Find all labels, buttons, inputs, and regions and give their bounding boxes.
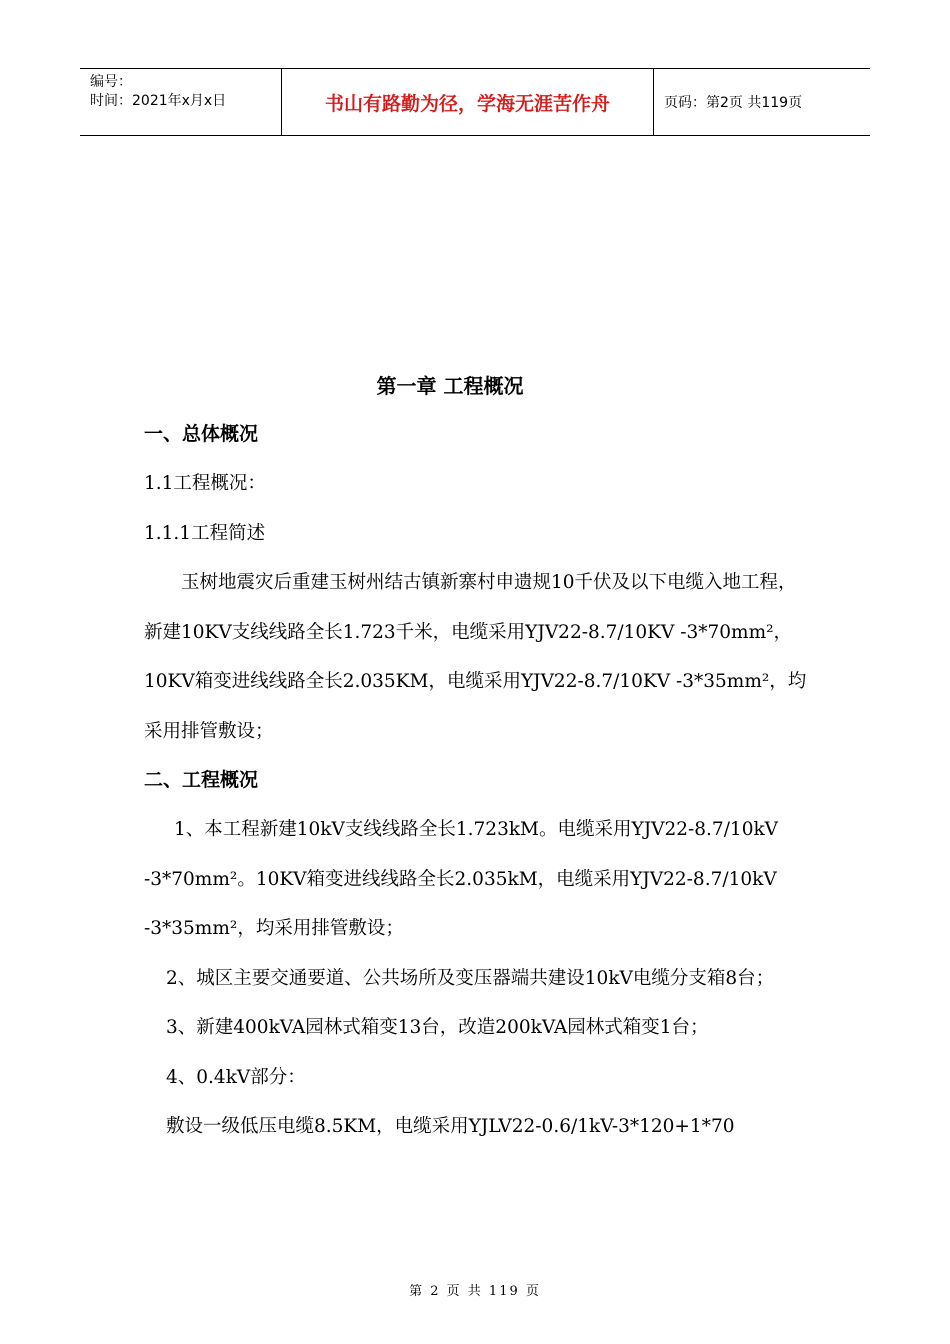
project-item-3: 3、新建400kVA园林式箱变13台，改造200kVA园林式箱变1台； (166, 1017, 709, 1038)
overview-paragraph: 玉树地震灾后重建玉树州结古镇新寨村申遗规10千伏及以下电缆入地工程，新建10KV支线线路全长1.723千米，电缆采用YJV22-8.7/10KV -3*70mm²，10KV箱变进线线路全长2.035KM，电缆采用YJV22-8.7/10KV -3*35mm²，均采用排管敷设； (144, 572, 807, 742)
header-motto: 书山有路勤为径，学海无涯苦作舟 (282, 69, 654, 135)
project-item-1: 1、本工程新建10kV支线线路全长1.723kM。电缆采用YJV22-8.7/10kV -3*70mm²。10KV箱变进线线路全长2.035kM，电缆采用YJV22-8.7/10kV -3*35mm²，均采用排管敷设； (144, 819, 779, 939)
section-title-overview: 一、总体概况 (144, 423, 259, 445)
project-item-4: 4、0.4kV部分： (166, 1066, 306, 1088)
header-page-info: 页码：第2页 共119页 (664, 95, 803, 111)
time-label: 时间：2021年x月x日 (90, 93, 227, 109)
page-header (80, 68, 870, 136)
number-label: 编号： (90, 74, 132, 90)
header-meta (80, 69, 282, 135)
document-body (144, 362, 808, 1152)
page-footer: 第 2 页 共 119 页 (409, 1284, 541, 1299)
subsection-1-1-1: 1.1.1工程简述 (144, 522, 266, 544)
chapter-title: 第一章 工程概况 (376, 374, 524, 398)
subsection-1-1: 1.1工程概况： (144, 473, 266, 494)
section-title-project: 二、工程概况 (144, 769, 259, 791)
project-item-4-paragraph: 敷设一级低压电缆8.5KM，电缆采用YJLV22-0.6/1kV-3*120+1*70 (166, 1116, 735, 1137)
project-item-2: 2、城区主要交通要道、公共场所及变压器端共建设10kV电缆分支箱8台； (166, 967, 775, 989)
